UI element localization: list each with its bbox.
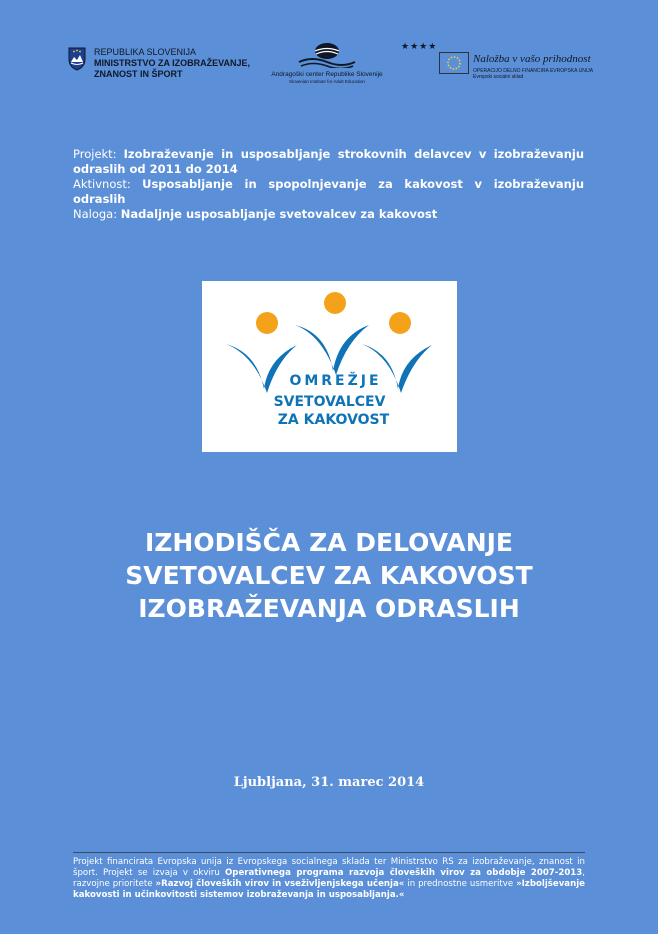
activity-value: Usposabljanje in spopolnjevanje za kakovost v izobraževanju odraslih (73, 177, 585, 206)
network-logo-line3: ZA KAKOVOST (277, 412, 390, 428)
network-logo-line2: SVETOVALCEV (273, 394, 386, 410)
funding-footer (73, 857, 585, 901)
eu-desc-line1: OPERACIJO DELNO FINANCIRA EVROPSKA UNIJA (473, 68, 594, 74)
eu-slogan: Naložba v vašo prihodnost (473, 53, 591, 65)
project-value: Izobraževanje in usposabljanje strokovnih delavcev v izobraževanju odraslih od 2011 do 2014 (73, 147, 585, 176)
footer-part3: , razvojne prioritete (73, 868, 586, 889)
acs-subtitle: Slovenian Institute for Adult Education (289, 79, 365, 84)
stars-icon: ★★★★ (401, 42, 438, 52)
title-line2: SVETOVALCEV ZA KAKOVOST (125, 561, 533, 590)
ministry-line1: REPUBLIKA SLOVENIJA (94, 47, 197, 57)
task-value: Nadaljnje usposabljanje svetovalcev za kakovost (120, 207, 438, 221)
eu-desc-line2: Evropski socialni sklad (473, 74, 524, 80)
document-title (40, 526, 618, 625)
footer-part2: Operativnega programa razvoja človeških virov za obdobje 2007-2013 (225, 868, 583, 878)
activity-line (73, 177, 584, 207)
ministry-line3: ZNANOST IN ŠPORT (94, 69, 183, 79)
footer-part4: »Razvoj človeških virov in vseživljenjskega učenja« (155, 879, 405, 889)
project-info (73, 147, 584, 222)
acs-logo (262, 42, 392, 84)
ministry-line2: MINISTRSTVO ZA IZOBRAŽEVANJE, (94, 58, 251, 68)
footer-part5: in prednostne usmeritve (404, 879, 517, 889)
eu-description (473, 68, 603, 80)
eu-logo (401, 42, 601, 86)
project-line (73, 147, 584, 177)
footer-divider (73, 852, 585, 853)
title-line3: IZOBRAŽEVANJA ODRASLIH (138, 594, 520, 623)
task-label: Naloga: (73, 207, 118, 221)
acs-name: Andragoški center Republike Slovenije (271, 71, 383, 78)
project-label: Projekt: (73, 147, 117, 161)
ministry-logo (68, 47, 250, 80)
footer-part6: »Izboljševanje kakovosti in učinkovitosti sistemov izobraževanja in usposabljanja.« (73, 879, 585, 900)
activity-label: Aktivnost: (73, 177, 131, 191)
footer-part1: Projekt financirata Evropska unija iz Evropskega socialnega sklada ter Ministrstvo RS za izobraževanje, znanost in šport. Projekt se izvaja v okviru (73, 857, 585, 878)
title-line1: IZHODIŠČA ZA DELOVANJE (145, 528, 513, 557)
eu-flag-icon (439, 52, 469, 74)
place-date: Ljubljana, 31. marec 2014 (233, 775, 425, 790)
ministry-name (94, 47, 250, 80)
slovenia-crest-icon (68, 47, 86, 71)
acs-emblem-icon (297, 42, 357, 68)
network-logo (202, 281, 457, 452)
task-line (73, 207, 584, 222)
network-logo-line1: OMREŽJE (289, 373, 382, 389)
